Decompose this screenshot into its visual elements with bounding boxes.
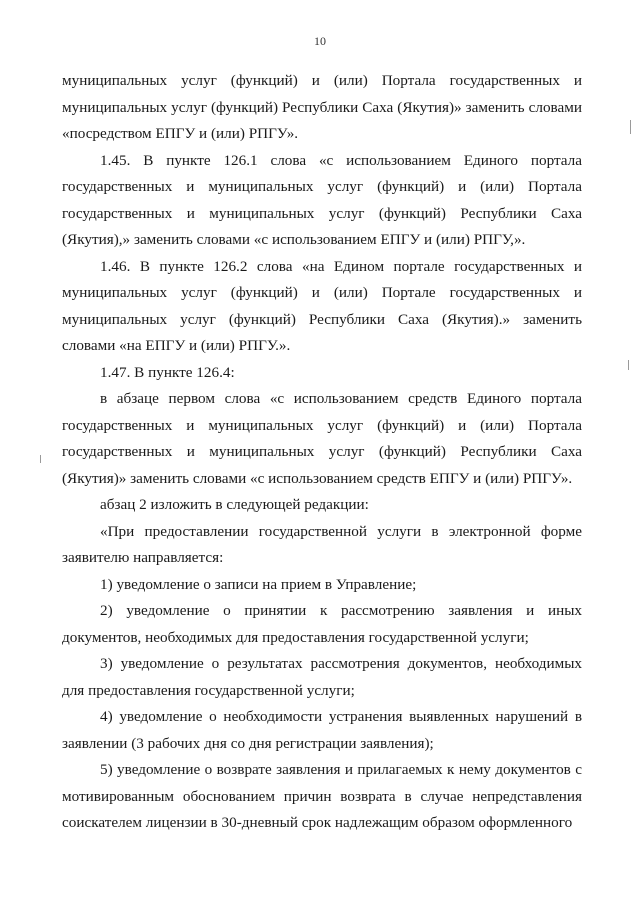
paragraph-quote-intro: «При предоставлении государственной услуги в электронной форме заявителю направляется:	[62, 522, 582, 566]
list-item-5: 5) уведомление о возврате заявления и прилагаемых к нему документов с мотивированным обоснованием причин возврата в случае непредставления соискателем лицензии в 30-дневный срок надлежащим образом оформленного	[62, 761, 582, 831]
paragraph-1-46: 1.46. В пункте 126.2 слова «на Едином портале государственных и муниципальных услуг (функций) и (или) Портале государственных и муниципальных услуг (функций) Республики Саха (Якутия).» заменить словами «на ЕПГУ и (или) РПГУ.».	[62, 257, 582, 354]
paragraph-1-47: 1.47. В пункте 126.4:	[100, 363, 235, 381]
paragraph-abzac-2: абзац 2 изложить в следующей редакции:	[100, 496, 369, 513]
scan-artifact-left	[40, 455, 41, 463]
scan-artifact-right	[630, 120, 631, 134]
list-item-2: 2) уведомление о принятии к рассмотрению заявления и иных документов, необходимых для предоставления государственной услуги;	[62, 602, 582, 646]
page-number: 10	[314, 34, 326, 48]
list-item-1: 1) уведомление о записи на прием в Управление;	[100, 575, 417, 593]
list-item-3: 3) уведомление о результатах рассмотрения документов, необходимых для предоставления государственной услуги;	[62, 655, 582, 699]
scan-artifact-right-2	[628, 360, 629, 370]
paragraph-continuation: муниципальных услуг (функций) и (или) Портала государственных и муниципальных услуг (функций) Республики Саха (Якутия)» заменить словами «посредством ЕПГУ и (или) РПГУ».	[62, 72, 582, 142]
paragraph-abzac-first: в абзаце первом слова «с использованием средств Единого портала государственных и муниципальных услуг (функций) и (или) Портала государственных и муниципальных услуг (функций) Республики Саха (Якутия)» заменить словами «с использованием средств ЕПГУ и (или) РПГУ».	[62, 390, 582, 487]
list-item-4: 4) уведомление о необходимости устранения выявленных нарушений в заявлении (3 рабочих дня со дня регистрации заявления);	[62, 708, 582, 752]
document-body	[62, 68, 582, 837]
paragraph-1-45: 1.45. В пункте 126.1 слова «с использованием Единого портала государственных и муниципальных услуг (функций) и (или) Портала государственных и муниципальных услуг (функций) Республики Саха (Якутия),» заменить словами «с использованием ЕПГУ и (или) РПГУ,».	[62, 151, 582, 248]
